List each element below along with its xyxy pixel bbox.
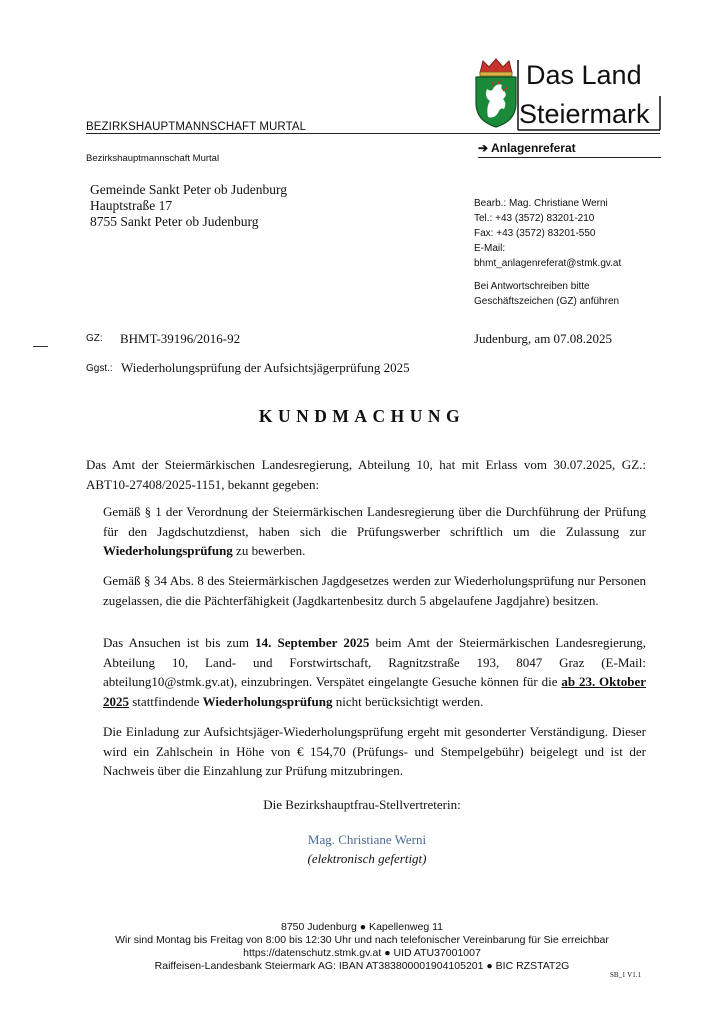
- paragraph-3-a: Das Ansuchen ist bis zum: [103, 635, 256, 650]
- contact-block: [474, 196, 621, 309]
- department-divider: [478, 157, 661, 158]
- paragraph-3-c: stattfindende: [129, 693, 203, 709]
- paragraph-3-bold: Wiederholungsprüfung: [202, 693, 333, 709]
- paragraph-3-d: nicht berücksichtigt werden.: [332, 693, 484, 709]
- recipient-address: [90, 182, 287, 230]
- header-divider: [86, 133, 660, 134]
- paragraph-3-b: beim Amt der Steiermärkischen Landesregierung, Abteilung 10, Land- und Forstwirtschaft, Ragnitzstraße 193, 8047 Graz (E-Mail: abteilung10@stmk.gv.at), einzubringen. Verspätet eingelangte Gesuche können für die: [103, 635, 646, 689]
- exam-date: ab 23. Oktober 2025: [103, 674, 646, 709]
- signature-name: Mag. Christiane Werni: [307, 832, 427, 847]
- steiermark-coat-of-arms-icon: [470, 57, 522, 129]
- signature-note: (elektronisch gefertigt): [307, 851, 427, 866]
- intro-paragraph: Das Amt der Steiermärkischen Landesregierung, Abteilung 10, hat mit Erlass vom 30.07.2025, GZ.: ABT10-27408/2025-1151, bekannt gegeben:: [86, 457, 646, 492]
- gz-value: BHMT-39196/2016-92: [120, 331, 241, 346]
- contact-bearb: Bearb.: Mag. Christiane Werni: [474, 198, 608, 209]
- document-heading: KUNDMACHUNG: [258, 406, 466, 426]
- document-date: Judenburg, am 07.08.2025: [474, 331, 613, 346]
- paragraph-1-end: zu bewerben.: [232, 543, 306, 558]
- form-version: SB_1 V1.1: [610, 971, 641, 979]
- logo-text-line1: Das Land: [526, 60, 642, 90]
- authority-title: BEZIRKSHAUPTMANNSCHAFT MURTAL: [86, 121, 307, 133]
- logo-text-line2: Steiermark: [519, 99, 650, 129]
- recipient-line: 8755 Sankt Peter ob Judenburg: [90, 214, 259, 229]
- subject-value: Wiederholungsprüfung der Aufsichtsjägerprüfung 2025: [121, 360, 410, 375]
- gz-label: GZ:: [86, 333, 103, 344]
- arrow-right-icon: ➔: [478, 141, 489, 155]
- contact-fax: Fax: +43 (3572) 83201-550: [474, 228, 596, 239]
- paragraph-1-text: Gemäß § 1 der Verordnung der Steiermärkischen Landesregierung über die Durchführung der Prüfung für den Jagdschutzdienst, haben sich die Prüfungswerber schriftlich um die Zulassung zur: [103, 504, 646, 539]
- footer-privacy: https://datenschutz.stmk.gv.at ● UID ATU37001007: [243, 947, 481, 959]
- deadline: 14. September 2025: [255, 635, 370, 650]
- footer-bank: Raiffeisen-Landesbank Steiermark AG: IBAN AT383800001904105201 ● BIC RZSTAT2G: [154, 960, 570, 972]
- paragraph-2: Gemäß § 34 Abs. 8 des Steiermärkischen Jagdgesetzes werden zur Wiederholungsprüfung nur Personen zugelassen, die die Pächterfähigkeit (Jagdkartenbesitz durch 5 abgelaufene Jagdjahre) besitzen.: [103, 573, 646, 608]
- fold-mark: [33, 346, 48, 347]
- paragraph-1: [103, 502, 646, 561]
- paragraph-3: [103, 633, 646, 711]
- contact-note-1: Bei Antwortschreiben bitte: [474, 281, 590, 292]
- recipient-line: Hauptstraße 17: [90, 198, 173, 213]
- footer-hours: Wir sind Montag bis Freitag von 8:00 bis 12:30 Uhr und nach telefonischer Vereinbarung für Sie erreichbar: [115, 934, 609, 946]
- sender-line: Bezirkshauptmannschaft Murtal: [86, 153, 220, 164]
- contact-tel: Tel.: +43 (3572) 83201-210: [474, 213, 595, 224]
- department-label: [478, 141, 576, 155]
- department-name: Anlagenreferat: [490, 141, 576, 155]
- recipient-line: Gemeinde Sankt Peter ob Judenburg: [90, 182, 287, 197]
- signature-title: Die Bezirkshauptfrau-Stellvertreterin:: [263, 797, 461, 812]
- subject-label: Ggst.:: [86, 363, 113, 374]
- footer-address: 8750 Judenburg ● Kapellenweg 11: [280, 921, 444, 933]
- paragraph-1-bold: Wiederholungsprüfung: [103, 543, 233, 558]
- paragraph-4: Die Einladung zur Aufsichtsjäger-Wiederholungsprüfung ergeht mit gesonderter Verständigung. Dieser wird ein Zahlschein in Höhe von € 154,70 (Prüfungs- und Stempelgebühr) beigelegt und ist der Nachweis über die Einzahlung zur Prüfung mitzubringen.: [103, 724, 646, 778]
- contact-email: bhmt_anlagenreferat@stmk.gv.at: [474, 258, 622, 269]
- contact-email-label: E-Mail:: [474, 243, 506, 254]
- contact-note-2: Geschäftszeichen (GZ) anführen: [474, 296, 620, 307]
